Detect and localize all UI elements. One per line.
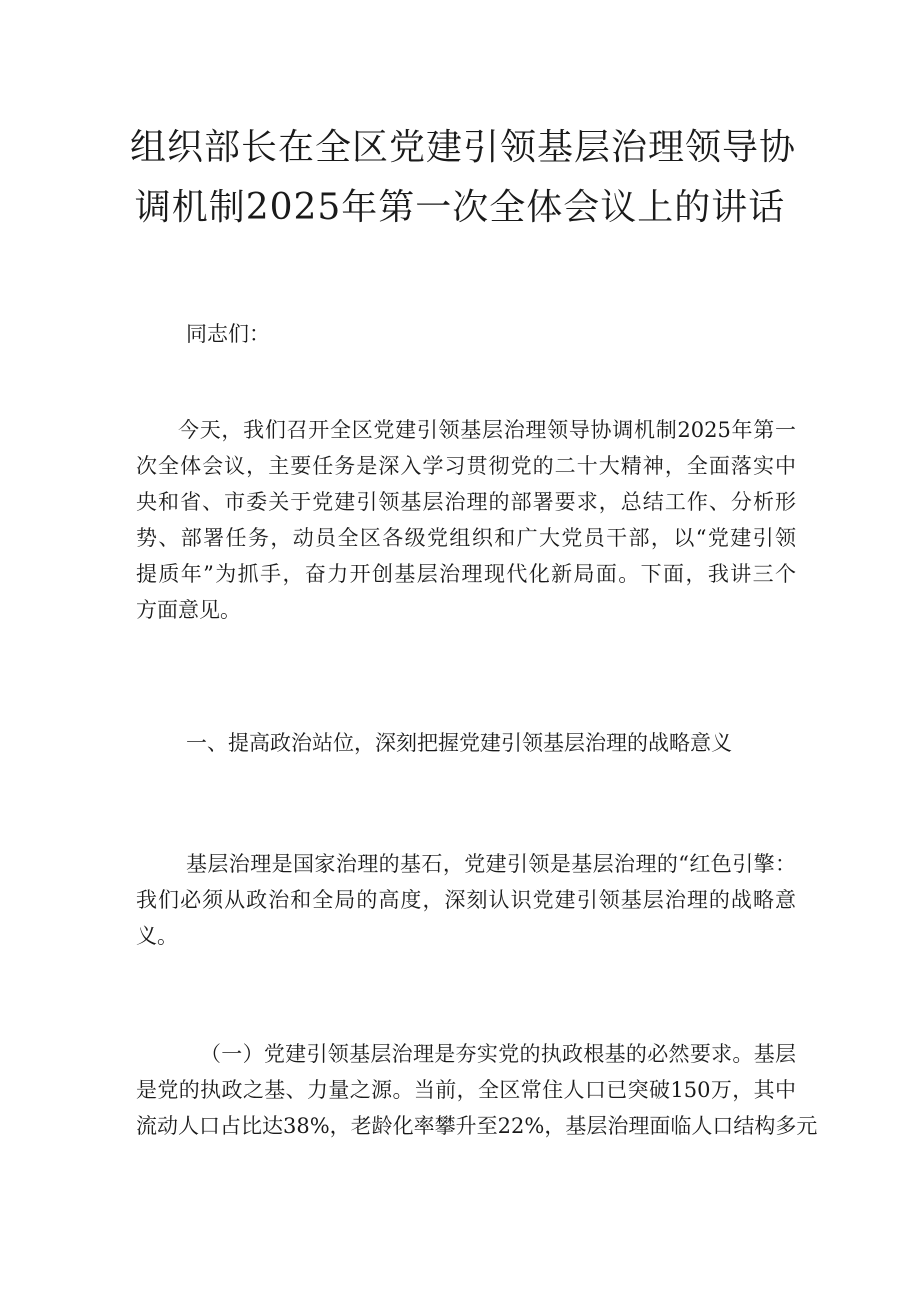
section-1-line-1: 基层治理是国家治理的基石，党建引领是基层治理的“红色引擎：: [186, 852, 796, 876]
intro-line-1: 今天，我们召开全区党建引领基层治理领导协调机制2025年第一: [178, 418, 796, 442]
section-1-heading: 一、提高政治站位，深刻把握党建引领基层治理的战略意义: [186, 731, 732, 755]
intro-line-2: 次全体会议，主要任务是深入学习贯彻党的二十大精神，全面落实中: [136, 454, 796, 478]
intro-line-3: 央和省、市委关于党建引领基层治理的部署要求，总结工作、分析形: [136, 490, 796, 514]
salutation: 同志们：: [186, 322, 270, 346]
section-1-line-3: 义。: [136, 924, 178, 948]
subsection-1-line-2: 是党的执政之基、力量之源。当前，全区常住人口已突破150万，其中: [136, 1078, 796, 1102]
intro-line-6: 方面意见。: [136, 598, 241, 622]
subsection-1-line-1: （一）党建引领基层治理是夯实党的执政根基的必然要求。基层: [200, 1042, 796, 1066]
title-line-2: 调机制2025年第一次全体会议上的讲话: [134, 187, 786, 228]
intro-line-5: 提质年”为抓手，奋力开创基层治理现代化新局面。下面，我讲三个: [136, 562, 796, 586]
subsection-1-line-3: 流动人口占比达38%，老龄化率攀升至22%，基层治理面临人口结构多元: [136, 1114, 818, 1138]
intro-paragraph: [136, 412, 796, 628]
title-line-1: 组织部长在全区党建引领基层治理领导协: [130, 127, 797, 168]
section-1-paragraph: [136, 846, 796, 954]
subsection-1-paragraph: [136, 1036, 818, 1144]
intro-line-4: 势、部署任务，动员全区各级党组织和广大党员干部，以“党建引领: [136, 526, 796, 550]
document-title: [130, 118, 797, 238]
section-1-line-2: 我们必须从政治和全局的高度，深刻认识党建引领基层治理的战略意: [136, 888, 796, 912]
